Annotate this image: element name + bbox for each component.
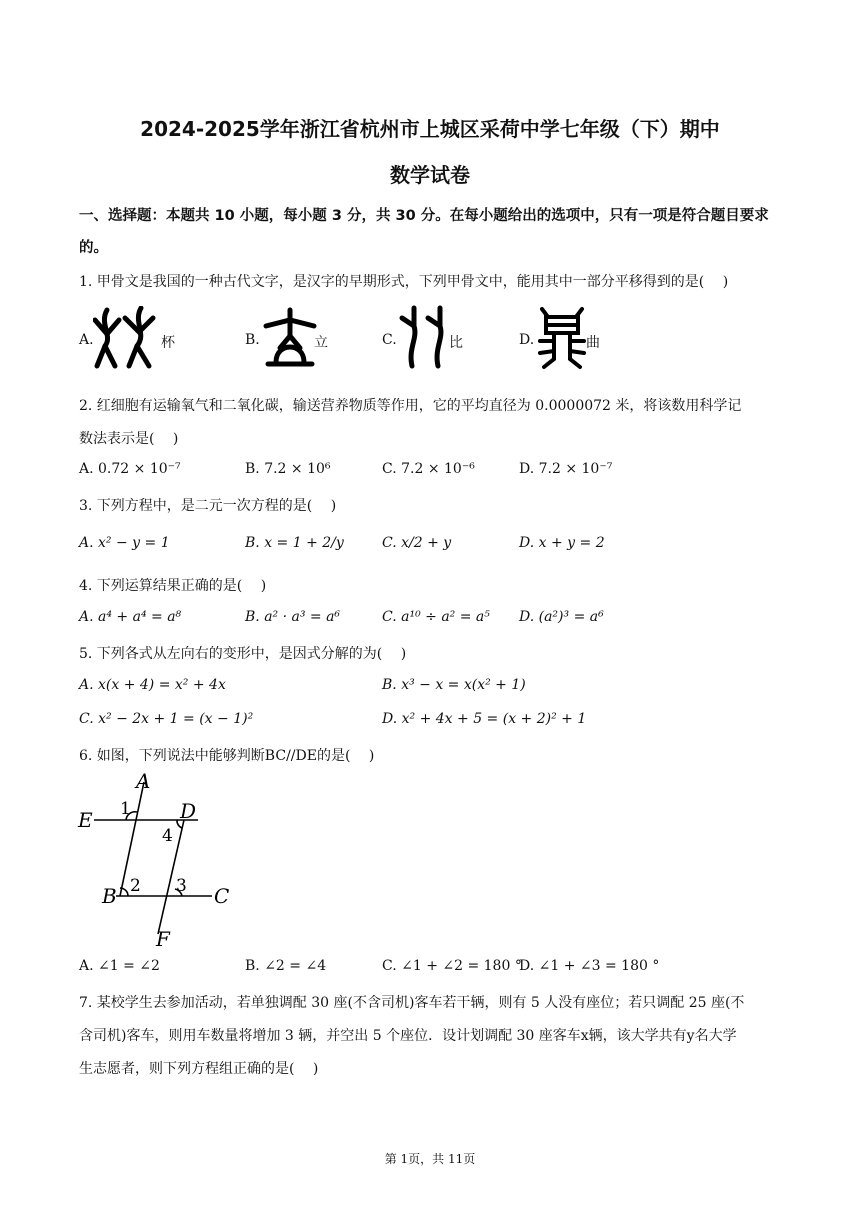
section-header-line1: 一、选择题：本题共 10 小题，每小题 3 分，共 30 分。在每小题给出的选项中，只有一项是符合题目要求: [79, 208, 769, 224]
q3-option-d: D. x + y = 2: [519, 535, 605, 551]
oracle-qu-glyph-icon: [534, 305, 590, 371]
angle-1-label: 1: [120, 799, 131, 819]
oracle-bei-glyph-icon: [93, 306, 161, 370]
q5-option-c: C. x² − 2x + 1 = (x − 1)²: [79, 711, 254, 727]
section-header-line2: 的。: [79, 240, 108, 256]
question-3-stem: 3. 下列方程中，是二元一次方程的是( ): [79, 498, 337, 514]
label-E: E: [78, 808, 93, 832]
question-7-line3: 生志愿者，则下列方程组正确的是( ): [79, 1061, 319, 1077]
q5-option-d: D. x² + 4x + 5 = (x + 2)² + 1: [382, 711, 587, 727]
question-4-stem: 4. 下列运算结果正确的是( ): [79, 578, 267, 594]
q1-option-d-char: 曲: [586, 335, 600, 351]
angle-3-label: 3: [176, 876, 187, 896]
q3-option-b: B. x = 1 + 2/y: [245, 535, 344, 551]
q1-option-b-label: B.: [245, 332, 260, 348]
q3-option-c: C. x/2 + y: [382, 535, 452, 551]
label-F: F: [156, 927, 170, 950]
q4-option-a: A. a⁴ + a⁴ = a⁸: [79, 609, 182, 625]
q2-option-b: B. 7.2 × 10⁶: [245, 461, 331, 477]
question-7-line2: 含司机)客车，则用车数量将增加 3 辆，并空出 5 个座位．设计划调配 30 座客车x辆，该大学共有y名大学: [79, 1028, 737, 1044]
q2-option-d: D. 7.2 × 10⁻⁷: [519, 461, 613, 477]
page-title: 2024-2025学年浙江省杭州市上城区采荷中学七年级（下）期中: [140, 117, 720, 141]
q3-option-a: A. x² − y = 1: [79, 535, 170, 551]
oracle-bi-glyph-icon: [396, 304, 452, 370]
q6-option-d: D. ∠1 + ∠3 = 180 °: [519, 958, 660, 974]
label-C: C: [214, 884, 230, 908]
page-footer: 第 1页，共 11页: [384, 1152, 476, 1166]
q1-option-d-label: D.: [519, 332, 535, 348]
q6-option-c: C. ∠1 + ∠2 = 180 °: [382, 958, 522, 974]
geometry-figure: [74, 770, 244, 950]
angle-2-label: 2: [130, 876, 141, 896]
q4-option-b: B. a² · a³ = a⁶: [245, 609, 341, 625]
q6-option-b: B. ∠2 = ∠4: [245, 958, 327, 974]
q1-option-a-char: 杯: [161, 335, 175, 351]
q1-option-a-label: A.: [79, 332, 94, 348]
q2-option-a: A. 0.72 × 10⁻⁷: [79, 461, 181, 477]
label-A: A: [136, 770, 151, 793]
q1-option-c-label: C.: [382, 332, 397, 348]
q1-option-b-char: 立: [314, 335, 328, 351]
page-subtitle: 数学试卷: [390, 163, 470, 187]
q1-option-c-char: 比: [449, 335, 463, 351]
q4-option-c: C. a¹⁰ ÷ a² = a⁵: [382, 609, 490, 625]
question-5-stem: 5. 下列各式从左向右的变形中，是因式分解的为( ): [79, 646, 407, 662]
q4-option-d: D. (a²)³ = a⁶: [519, 609, 604, 625]
q5-option-a: A. x(x + 4) = x² + 4x: [79, 677, 226, 693]
oracle-li-glyph-icon: [262, 306, 318, 370]
question-2-stem-line2: 数法表示是( ): [79, 431, 179, 447]
label-D: D: [180, 799, 197, 823]
label-B: B: [102, 884, 117, 908]
question-6-stem: 6. 如图，下列说法中能够判断BC//DE的是( ): [79, 748, 375, 764]
angle-4-label: 4: [162, 826, 173, 846]
q2-option-c: C. 7.2 × 10⁻⁶: [382, 461, 475, 477]
question-1-stem: 1. 甲骨文是我国的一种古代文字，是汉字的早期形式，下列甲骨文中，能用其中一部分平移得到的是( ): [79, 274, 729, 290]
q6-option-a: A. ∠1 = ∠2: [79, 958, 160, 974]
q5-option-b: B. x³ − x = x(x² + 1): [382, 677, 526, 693]
question-2-stem-line1: 2. 红细胞有运输氧气和二氧化碳，输送营养物质等作用，它的平均直径为 0.0000072 米，将该数用科学记: [79, 398, 742, 414]
question-7-line1: 7. 某校学生去参加活动，若单独调配 30 座(不含司机)客车若干辆，则有 5 人没有座位；若只调配 25 座(不: [79, 995, 745, 1011]
